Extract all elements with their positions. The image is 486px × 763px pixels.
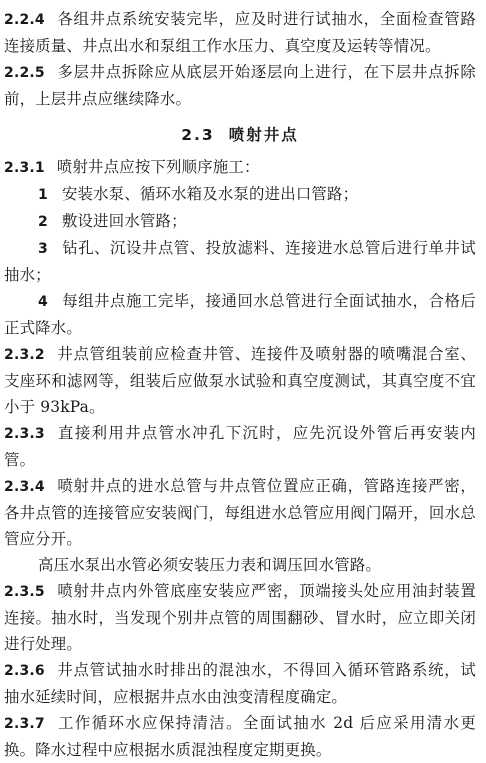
clause-text: 工作循环水应保持清洁。全面试抽水 2d 后应采用清水更换。降水过程中应根据水质混浊程度定期更换。 xyxy=(4,714,476,759)
clause-number: 2.3.6 xyxy=(4,663,45,679)
clause-text: 喷射井点应按下列顺序施工： xyxy=(56,158,260,176)
list-item xyxy=(4,235,476,288)
clause-text: 井点管试抽水时排出的混浊水，不得回入循环管路系统，试抽水延续时间，应根据井点水由浊变清程度确定。 xyxy=(4,661,476,706)
list-item xyxy=(4,181,476,208)
clause-2-2-5 xyxy=(4,59,476,112)
clause-text: 喷射井点内外管底座安装应严密，顶端接头处应用油封装置连接。抽水时，当发现个别井点管的周围翻砂、冒水时，应立即关闭进行处理。 xyxy=(4,582,476,653)
clause-2-3-1 xyxy=(4,154,476,181)
clause-2-3-2 xyxy=(4,341,476,420)
clause-2-2-4 xyxy=(4,6,476,59)
clause-number: 2.2.5 xyxy=(4,65,45,81)
clause-number: 2.3.2 xyxy=(4,347,45,363)
clause-text: 直接利用井点管水冲孔下沉时，应先沉设外管后再安装内管。 xyxy=(4,424,476,469)
list-item-index: 1 xyxy=(38,187,48,203)
clause-2-3-4 xyxy=(4,473,476,552)
section-heading xyxy=(4,120,476,150)
list-item-text: 敷设进回水管路； xyxy=(61,212,187,230)
clause-2-3-3 xyxy=(4,420,476,473)
clause-text: 多层井点拆除应从底层开始逐层向上进行，在下层井点拆除前，上层井点应继续降水。 xyxy=(4,63,476,108)
list-item-text: 安装水泵、循环水箱及水泵的进出口管路； xyxy=(61,185,359,203)
clause-text: 各组井点系统安装完毕，应及时进行试抽水，全面检查管路连接质量、井点出水和泵组工作水压力、真空度及运转等情况。 xyxy=(4,10,476,55)
clause-number: 2.2.4 xyxy=(4,12,45,28)
section-number: 2.3 xyxy=(181,126,215,144)
list-item-text: 每组井点施工完毕，接通回水总管进行全面试抽水，合格后正式降水。 xyxy=(4,292,476,337)
clause-number: 2.3.4 xyxy=(4,479,45,495)
list-item-text: 钻孔、沉设井点管、投放滤料、连接进水总管后进行单井试抽水； xyxy=(4,239,476,284)
list-item-index: 4 xyxy=(38,294,48,310)
clause-number: 2.3.7 xyxy=(4,716,45,732)
clause-2-3-4-continued xyxy=(4,552,476,578)
clause-text: 喷射井点的进水总管与井点管位置应正确，管路连接严密，各井点管的连接管应安装阀门，每组进水总管应用阀门隔开，回水总管应分开。 xyxy=(4,477,476,548)
clause-2-3-5 xyxy=(4,578,476,657)
list-item xyxy=(4,288,476,341)
clause-text: 井点管组装前应检查井管、连接件及喷射器的喷嘴混合室、支座环和滤网等，组装后应做泵水试验和真空度测试，其真空度不宜小于 93kPa。 xyxy=(4,345,476,416)
list-item-index: 3 xyxy=(38,241,48,257)
clause-2-3-7 xyxy=(4,710,476,763)
list-item xyxy=(4,208,476,235)
clause-number: 2.3.5 xyxy=(4,584,45,600)
clause-number: 2.3.1 xyxy=(4,160,45,176)
clause-number: 2.3.3 xyxy=(4,426,45,442)
section-title-text: 喷射井点 xyxy=(228,126,299,144)
clause-2-3-6 xyxy=(4,657,476,710)
list-item-index: 2 xyxy=(38,214,48,230)
clause-text: 高压水泵出水管必须安装压力表和调压回水管路。 xyxy=(38,556,381,574)
